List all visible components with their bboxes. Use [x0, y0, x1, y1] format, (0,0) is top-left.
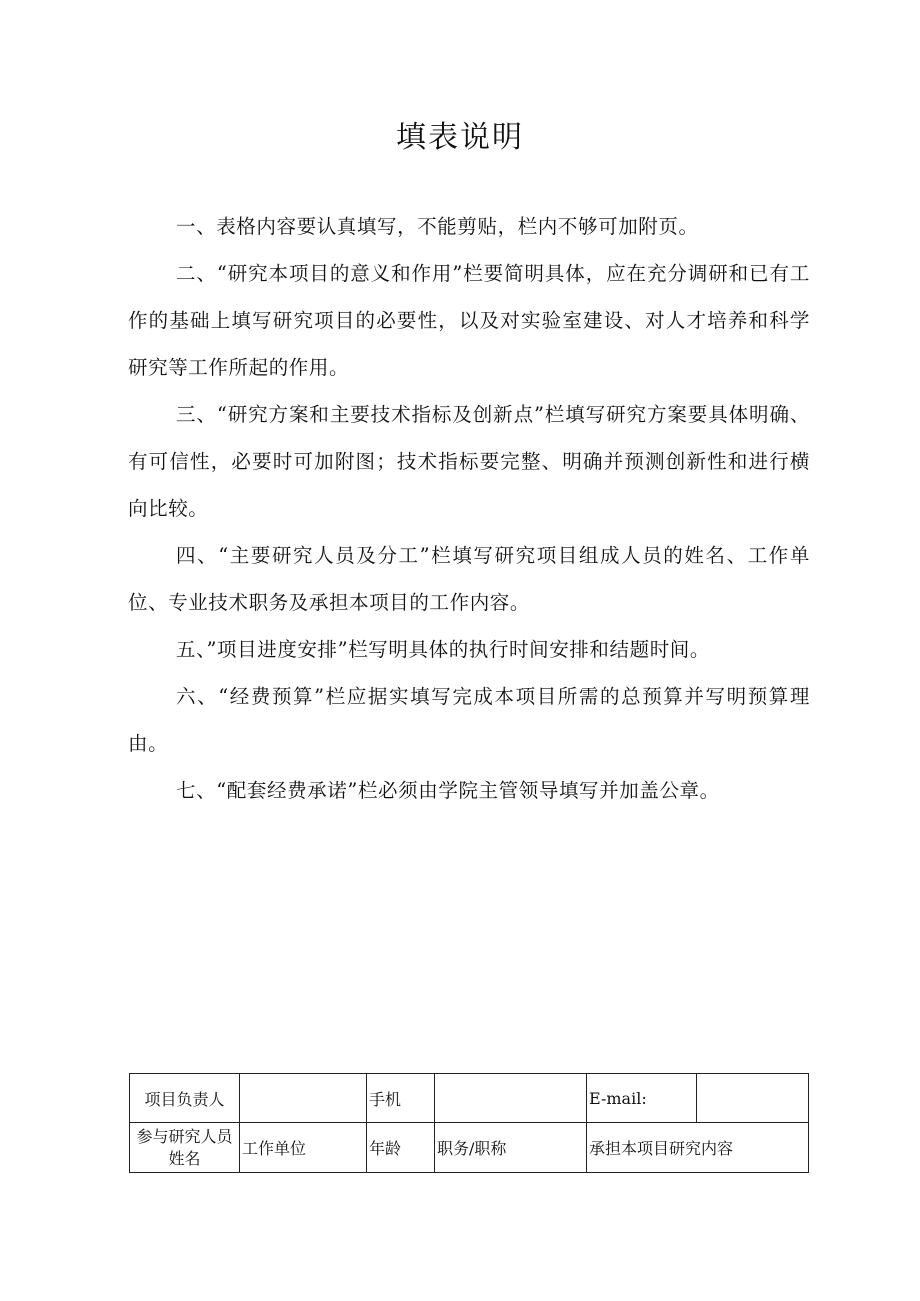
- leader-value-cell[interactable]: [240, 1074, 367, 1123]
- age-label-cell: 年龄: [367, 1123, 435, 1173]
- table-row: [130, 1074, 809, 1123]
- email-label-cell: E-mail:: [587, 1074, 697, 1123]
- leader-label-cell: 项目负责人: [130, 1074, 240, 1123]
- instruction-item-4: 四、“主要研究人员及分工”栏填写研究项目组成人员的姓名、工作单位、专业技术职务及承担本项目的工作内容。: [128, 544, 810, 614]
- instruction-item-3: 三、“研究方案和主要技术指标及创新点”栏填写研究方案要具体明确、有可信性，必要时可加附图；技术指标要完整、明确并预测创新性和进行横向比较。: [128, 403, 810, 520]
- instruction-item-5: 五、”项目进度安排”栏写明具体的执行时间安排和结题时间。: [176, 638, 710, 661]
- table-row: [130, 1123, 809, 1173]
- phone-value-cell[interactable]: [435, 1074, 587, 1123]
- instructions-section: [128, 203, 810, 814]
- unit-label-cell: 工作单位: [240, 1123, 367, 1173]
- page-title: 填表说明: [396, 120, 524, 155]
- phone-label-cell: 手机: [367, 1074, 435, 1123]
- instruction-item-6: 六、“经费预算”栏应据实填写完成本项目所需的总预算并写明预算理由。: [128, 685, 810, 755]
- title-label-cell: 职务/职称: [435, 1123, 587, 1173]
- email-value-cell[interactable]: [697, 1074, 809, 1123]
- instruction-item-1: 一、表格内容要认真填写，不能剪贴，栏内不够可加附页。: [176, 215, 699, 238]
- instruction-item-2: 二、“研究本项目的意义和作用”栏要简明具体，应在充分调研和已有工作的基础上填写研究项目的必要性，以及对实验室建设、对人才培养和科学研究等工作所起的作用。: [128, 262, 810, 379]
- members-label-cell: 参与研究人员姓名: [130, 1123, 240, 1173]
- instruction-item-7: 七、“配套经费承诺”栏必须由学院主管领导填写并加盖公章。: [176, 779, 720, 802]
- content-label-cell: 承担本项目研究内容: [587, 1123, 809, 1173]
- project-info-table: [129, 1073, 809, 1173]
